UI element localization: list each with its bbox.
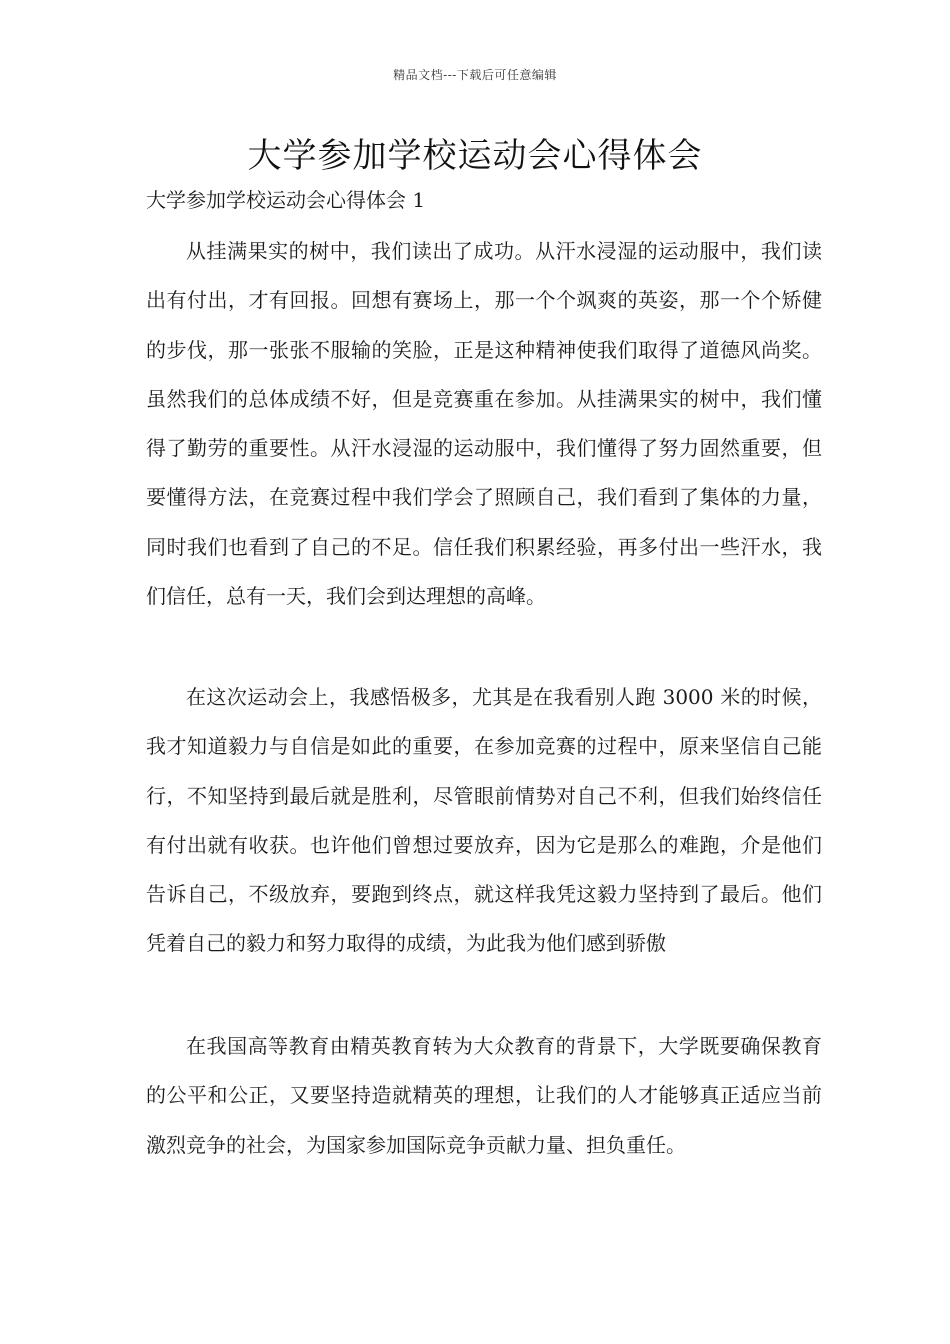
paragraph-1: 从挂满果实的树中，我们读出了成功。从汗水浸湿的运动服中，我们读出有付出，才有回报。回想有赛场上，那一个个飒爽的英姿，那一个个矫健的步伐，那一张张不服输的笑脸，正是这种精神使我们取得了道德风尚奖。虽然我们的总体成绩不好，但是竞赛重在参加。从挂满果实的树中，我们懂得了勤劳的重要性。从汗水浸湿的运动服中，我们懂得了努力固然重要，但要懂得方法，在竞赛过程中我们学会了照顾自己，我们看到了集体的力量，同时我们也看到了自己的不足。信任我们积累经验，再多付出一些汗水，我们信任，总有一天，我们会到达理想的高峰。	[146, 239, 822, 609]
header-note: 精品文档---下载后可任意编辑	[393, 68, 557, 82]
document-subtitle: 大学参加学校运动会心得体会 1	[146, 188, 426, 212]
paragraph-3: 在我国高等教育由精英教育转为大众教育的背景下，大学既要确保教育的公平和公正，又要坚持造就精英的理想，让我们的人才能够真正适应当前激烈竞争的社会，为国家参加国际竞争贡献力量、担负重任。	[146, 1034, 822, 1157]
document-title: 大学参加学校运动会心得体会	[247, 136, 703, 176]
paragraph-2: 在这次运动会上，我感悟极多，尤其是在我看别人跑 3000 米的时候，我才知道毅力与自信是如此的重要，在参加竞赛的过程中，原来坚信自己能行，不知坚持到最后就是胜利，尽管眼前情势对自己不利，但我们始终信任有付出就有收获。也许他们曾想过要放弃，因为它是那么的难跑，介是他们告诉自己，不级放弃，要跑到终点，就这样我凭这毅力坚持到了最后。他们凭着自己的毅力和努力取得的成绩，为此我为他们感到骄傲	[146, 685, 822, 956]
